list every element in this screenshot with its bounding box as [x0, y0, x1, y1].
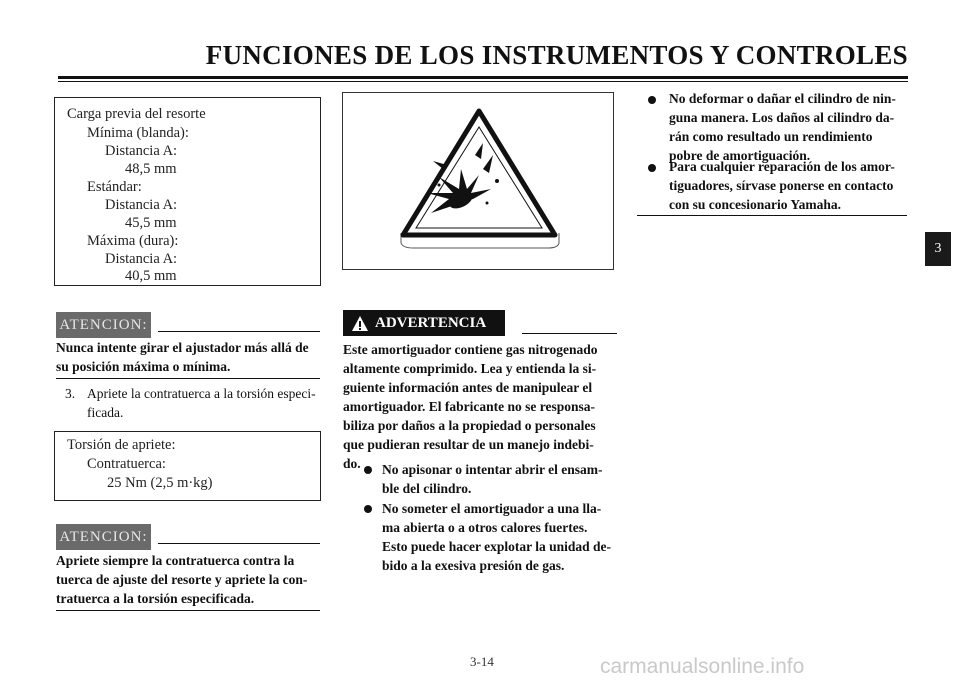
- spec-line: Mínima (blanda):: [87, 125, 189, 141]
- spec-line: Distancia A:: [105, 143, 178, 159]
- spec-line: Máxima (dura):: [87, 233, 179, 249]
- warning-text: guiente información antes de manipulear el: [343, 380, 593, 395]
- caution-text: Nunca intente girar el ajustador más allá de: [56, 340, 309, 355]
- spec-line: 25 Nm (2,5 m·kg): [107, 475, 213, 491]
- caution-text: su posición máxima o mínima.: [56, 359, 231, 374]
- warning-bullet-text: ma abierta o a otros calores fuertes.: [382, 520, 588, 535]
- page-number: 3-14: [470, 654, 494, 669]
- warning-text: altamente comprimido. Lea y entienda la si-: [343, 361, 597, 376]
- warning-rule: [522, 333, 617, 334]
- spec-line: Distancia A:: [105, 251, 178, 267]
- warning-bullet-text: ble del cilindro.: [382, 481, 472, 496]
- bullet-icon: [364, 466, 372, 474]
- caution-text: tuerca de ajuste del resorte y apriete la con-: [56, 572, 308, 587]
- alert-triangle-icon: [351, 315, 369, 332]
- warning-text: do.: [343, 456, 361, 471]
- caution-text: tratuerca a la torsión especificada.: [56, 591, 255, 606]
- caution-end-rule: [56, 610, 320, 611]
- warning-text: que pudieran resultar de un manejo indebi-: [343, 437, 594, 452]
- caution-rule: [158, 543, 320, 544]
- right-bullet-text: rán como resultado un rendimiento: [669, 129, 873, 144]
- page-title: FUNCIONES DE LOS INSTRUMENTOS Y CONTROLES: [205, 40, 908, 70]
- warning-text: biliza por daños a la propiedad o personales: [343, 418, 596, 433]
- step-text: Apriete la contratuerca a la torsión especi-: [87, 386, 316, 401]
- caution-text: Apriete siempre la contratuerca contra la: [56, 553, 295, 568]
- caution-end-rule: [56, 378, 320, 379]
- bullet-icon: [648, 164, 656, 172]
- step-text: ficada.: [87, 405, 124, 420]
- right-bullet-text: No deformar o dañar el cilindro de nin-: [669, 91, 896, 106]
- spec-line: 40,5 mm: [125, 268, 177, 284]
- warning-bullet-text: bido a la exesiva presión de gas.: [382, 558, 565, 573]
- spec-line: 45,5 mm: [125, 215, 177, 231]
- warning-text: amortiguador. El fabricante no se responsa-: [343, 399, 596, 414]
- header-rule-thick: [58, 76, 908, 79]
- bullet-icon: [648, 96, 656, 104]
- spec-line: 48,5 mm: [125, 161, 177, 177]
- warning-text: Este amortiguador contiene gas nitrogenado: [343, 342, 598, 357]
- right-bullet-text: con su concesionario Yamaha.: [669, 197, 842, 212]
- watermark: carmanualsonline.info: [600, 655, 805, 678]
- right-bullet-text: tiguadores, sírvase ponerse en contacto: [669, 178, 894, 193]
- step-number: 3.: [65, 386, 76, 401]
- caution-badge: ATENCION:: [56, 312, 151, 338]
- caution-badge: ATENCION:: [56, 524, 151, 550]
- spec-line: Torsión de apriete:: [67, 437, 176, 453]
- header-rule-thin: [58, 81, 908, 82]
- right-bullet-text: guna manera. Los daños al cilindro da-: [669, 110, 895, 125]
- right-bullet-text: Para cualquier reparación de los amor-: [669, 159, 895, 174]
- spec-line: Estándar:: [87, 179, 142, 195]
- warning-badge: [343, 310, 505, 336]
- right-end-rule: [637, 215, 907, 216]
- warning-bullet-text: Esto puede hacer explotar la unidad de-: [382, 539, 612, 554]
- warning-label: ADVERTENCIA: [375, 314, 487, 331]
- spec-line: Carga previa del resorte: [67, 106, 206, 122]
- warning-bullet-text: No apisonar o intentar abrir el ensam-: [382, 462, 603, 477]
- right-bullet-text: pobre de amortiguación.: [669, 148, 811, 163]
- chapter-tab: 3: [925, 232, 951, 266]
- caution-rule: [158, 331, 320, 332]
- warning-bullet-text: No someter el amortiguador a una lla-: [382, 501, 602, 516]
- spec-line: Contratuerca:: [87, 456, 166, 472]
- explosion-warning-icon: [343, 93, 613, 269]
- spec-line: Distancia A:: [105, 197, 178, 213]
- bullet-icon: [364, 505, 372, 513]
- explosion-illustration-frame: [342, 92, 614, 270]
